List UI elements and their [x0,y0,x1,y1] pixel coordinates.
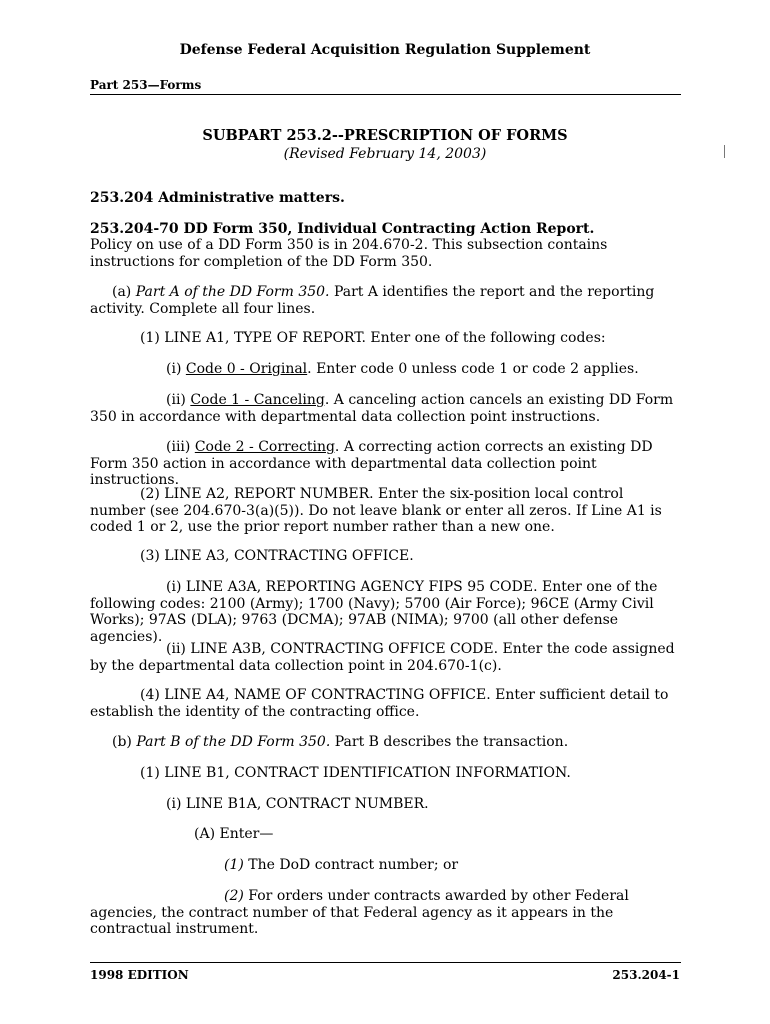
section-heading-253-204: 253.204 Administrative matters. [90,190,345,206]
change-bar [724,145,725,158]
code-1-text: . A canceling action cancels an existing DD Form 350 in accordance with departmental data collection point instructions. [90,392,674,425]
item-1-number: (1) [224,857,244,873]
line-a3b-paragraph: (ii) LINE A3B, CONTRACTING OFFICE CODE. Enter the code assigned by the departmental data collection point in 204.670-1(c). [90,641,675,674]
footer-edition: 1998 EDITION [90,968,189,982]
line-b1a-paragraph: (i) LINE B1A, CONTRACT NUMBER. [166,796,429,812]
item-2-paragraph [90,888,681,938]
footer-page-number: 253.204-1 [612,968,680,982]
item-2-text: For orders under contracts awarded by other Federal agencies, the contract number of that Federal agency as it appears in the contractual instrument. [90,888,629,937]
part-b-title: Part B of the DD Form 350. [136,734,331,750]
code-1-label: Code 1 - Canceling [190,392,325,408]
header-rule [90,94,681,95]
code-0-prefix: (i) [166,361,186,377]
line-a4-paragraph: (4) LINE A4, NAME OF CONTRACTING OFFICE. Enter sufficient detail to establish the identity of the contracting office. [90,687,669,720]
item-1-paragraph [90,857,681,874]
line-a2-paragraph: (2) LINE A2, REPORT NUMBER. Enter the six-position local control number (see 204.670-3(a)(5)). Do not leave blank or enter all zeros. If Line A1 is coded 1 or 2, use the prior report number rather than a new one. [90,486,662,535]
part-b-paragraph [90,734,681,751]
code-1-paragraph [90,392,681,425]
line-b1-paragraph: (1) LINE B1, CONTRACT IDENTIFICATION INFORMATION. [140,765,571,781]
item-1-text: The DoD contract number; or [243,857,459,873]
subpart-title: SUBPART 253.2--PRESCRIPTION OF FORMS [202,127,568,144]
document-header-title: Defense Federal Acquisition Regulation Supplement [179,42,591,58]
code-0-label: Code 0 - Original [185,361,308,377]
section-heading-253-204-70: 253.204-70 DD Form 350, Individual Contracting Action Report. [90,221,595,237]
part-b-label: (b) [112,734,137,750]
code-1-prefix: (ii) [166,392,191,408]
code-2-prefix: (iii) [166,439,195,455]
code-2-paragraph [90,439,681,489]
line-a3-paragraph: (3) LINE A3, CONTRACTING OFFICE. [140,548,414,564]
section-intro-paragraph: Policy on use of a DD Form 350 is in 204.670-2. This subsection contains instructions for completion of the DD Form 350. [90,237,608,270]
part-a-label: (a) [112,284,136,300]
code-0-paragraph [90,361,681,378]
part-a-title: Part A of the DD Form 350. [135,284,330,300]
code-2-label: Code 2 - Correcting [194,439,335,455]
item-2-number: (2) [224,888,244,904]
line-a1-paragraph: (1) LINE A1, TYPE OF REPORT. Enter one of the following codes: [140,330,606,346]
part-b-text: Part B describes the transaction. [330,734,569,750]
part-a-paragraph [90,284,681,317]
code-0-text: . Enter code 0 unless code 1 or code 2 applies. [307,361,639,377]
part-label: Part 253—Forms [90,78,202,92]
line-a3a-paragraph: (i) LINE A3A, REPORTING AGENCY FIPS 95 CODE. Enter one of the following codes: 2100 (Army); 1700 (Navy); 5700 (Air Force); 96CE (Army Civil Works); 97AS (DLA); 9763 (DCMA); 97AB (NIMA); 9700 (all other defense agencies). [90,579,658,645]
footer-rule [90,962,681,963]
part-a-text: Part A identifies the report and the reporting activity. Complete all four lines. [90,284,655,317]
enter-paragraph: (A) Enter— [194,826,274,842]
revised-date: (Revised February 14, 2003) [283,146,487,162]
code-2-text: . A correcting action corrects an existing DD Form 350 action in accordance with departmental data collection point instructions. [90,439,653,488]
